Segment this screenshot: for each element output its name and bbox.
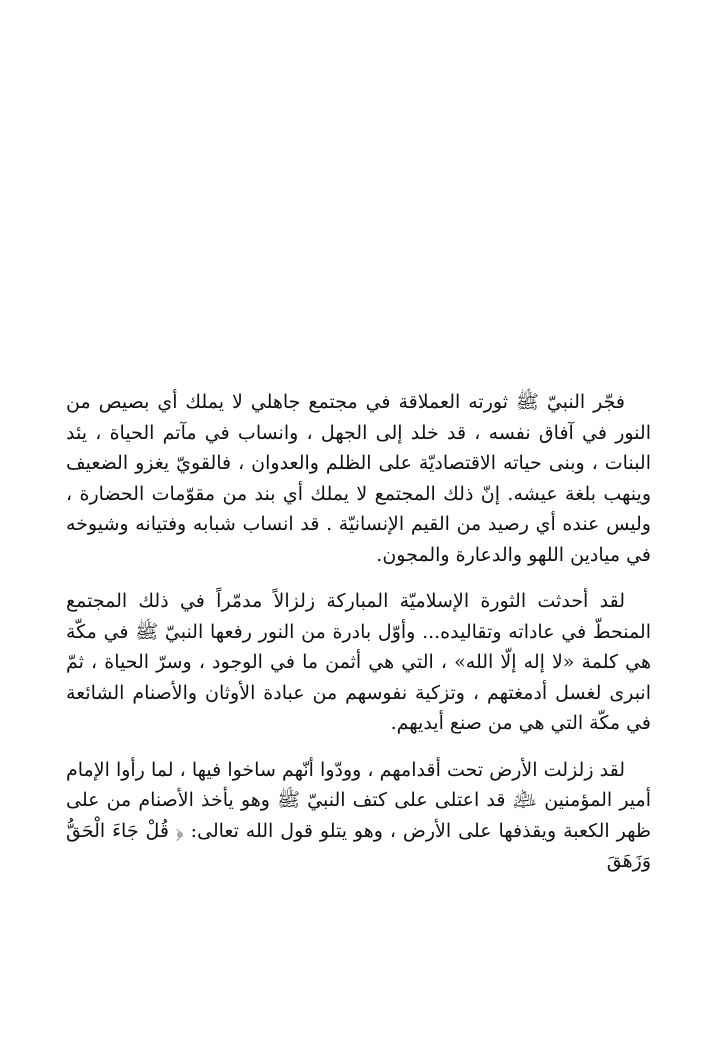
paragraph-2: لقد أحدثت الثورة الإسلاميّة المباركة زلزالاً مدمّراً في ذلك المجتمع المنحطّ في عاداته وتقاليده... وأوّل بادرة من النور رفعها النبيّ ﷺ في مكّة هي كلمة «لا إله إلّا الله» ، التي هي أثمن ما في الوجود ، وسرّ الحياة ، ثمّ انبرى لغسل أدمغتهم ، وتزكية نفوسهم من عبادة الأوثان والأصنام الشائعة في مكّة التي هي من صنع أيديهم. [66, 590, 651, 734]
paragraph-3: لقد زلزلت الأرض تحت أقدامهم ، وودّوا أنّهم ساخوا فيها ، لما رأوا الإمام أمير المؤمنين ﵇ قد اعتلى على كتف النبيّ ﷺ وهو يأخذ الأصنام من على ظهر الكعبة ويقذفها على الأرض ، وهو يتلو قول الله تعالى: ﴿ قُلْ جَاءَ الْحَقُّ وَزَهَقَ [66, 758, 651, 872]
body-text [66, 387, 651, 877]
paragraph-1: فجّر النبيّ ﷺ ثورته العملاقة في مجتمع جاهلي لا يملك أي بصيص من النور في آفاق نفسه ، قد خلد إلى الجهل ، وانساب في مآتم الحياة ، يئد البنات ، وبنى حياته الاقتصاديّة على الظلم والعدوان ، فالقويّ يغزو الضعيف وينهب بلغة عيشه. إنّ ذلك المجتمع لا يملك أي بند من مقوّمات الحضارة ، وليس عنده أي رصيد من القيم الإنسانيّة . قد انساب شبابه وفتيانه وشيوخه في ميادين اللهو والدعارة والمجون. [66, 391, 651, 566]
